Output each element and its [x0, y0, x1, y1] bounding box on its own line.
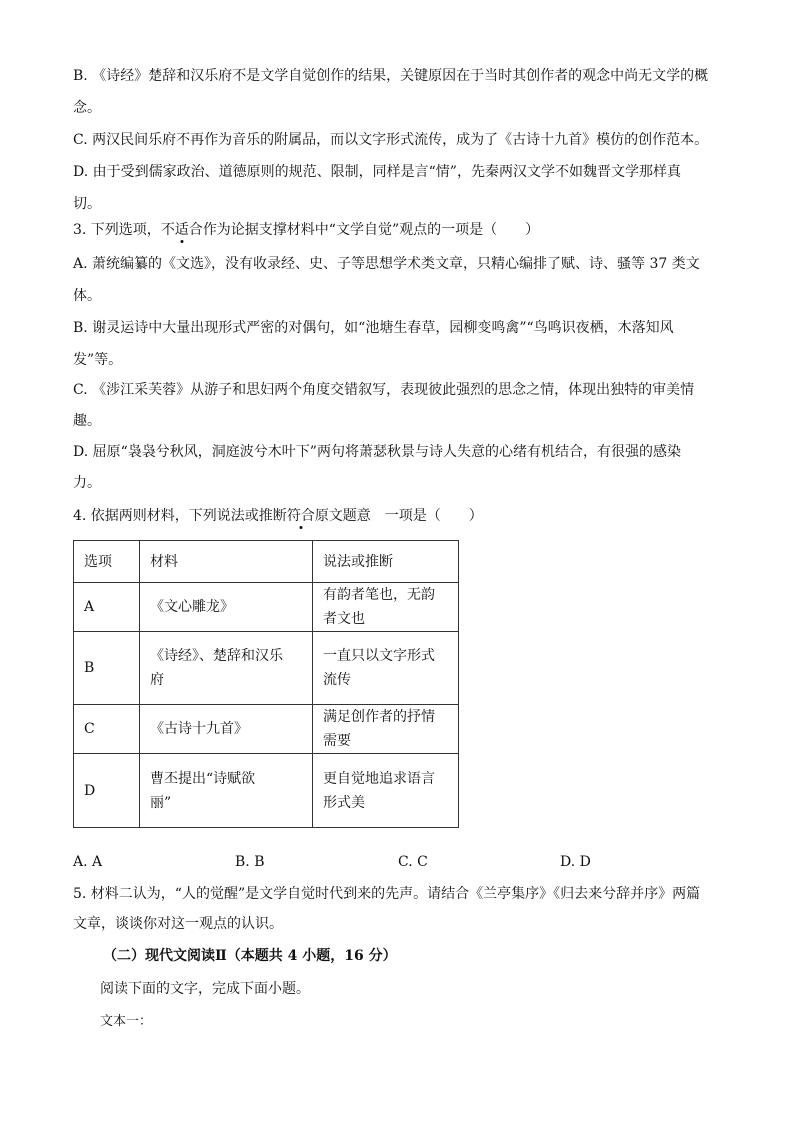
text-one-label: 文本一：	[100, 1014, 153, 1029]
q3-option-b-line1: B. 谢灵运诗中大量出现形式严密的对偶句，如“池塘生春草，园柳变鸣禽”“鸟鸣识夜栖，木落知风	[73, 320, 674, 336]
q5-line1: 5. 材料二认为，“人的觉醒”是文学自觉时代到来的先声。请结合《兰亭集序》《归去来兮辞并序》两篇	[73, 886, 701, 902]
row-material-line: 府	[150, 672, 164, 688]
row-claim: 有韵者笔也，无韵者文也	[313, 583, 459, 632]
q5-line2: 文章，谈谈你对这一观点的认识。	[73, 916, 283, 932]
table-row	[74, 754, 459, 828]
table-row	[74, 583, 459, 632]
q3-option-b-line2: 发”等。	[73, 352, 123, 368]
q3-option-d-line1: D. 屈原“袅袅兮秋风，洞庭波兮木叶下”两句将萧瑟秋景与诗人失意的心绪有机结合，有很强的感染	[73, 444, 681, 460]
row-option: A	[74, 583, 140, 632]
header-option: 选项	[74, 541, 140, 583]
row-option: C	[74, 705, 140, 754]
q2-option-b-line2: 念。	[73, 100, 101, 116]
row-claim: 更自觉地追求语言形式美	[313, 754, 459, 828]
q3-stem-start: 3. 下列选项，	[73, 222, 161, 238]
table-row	[74, 705, 459, 754]
table-header-row	[74, 541, 459, 583]
header-material: 材料	[140, 541, 313, 583]
row-material-line: 曹丕提出“诗赋欲	[150, 770, 256, 787]
q3-option-a-line1: A. 萧统编纂的《文选》，没有收录经、史、子等思想学术类文章，只精心编排了赋、诗、骚等 37 类文	[73, 256, 700, 272]
q4-stem-end: 原文题意 一项是（ ）	[314, 508, 483, 524]
header-claim: 说法或推断	[313, 541, 459, 583]
q2-option-d-line2: 切。	[73, 196, 101, 212]
q4-stem-start: 4. 依据两则材料，下列说法或推断	[73, 508, 287, 524]
row-option: B	[74, 632, 140, 705]
section-title: （二）现代文阅读Ⅱ（本题共 4 小题，16 分）	[103, 948, 397, 964]
row-claim: 满足创作者的抒情需要	[313, 705, 459, 754]
q3-option-c-line2: 趣。	[73, 413, 101, 429]
row-material-line: 丽”	[150, 794, 172, 811]
row-option: D	[74, 754, 140, 828]
q4-emphasis: 符合	[286, 508, 315, 524]
q3-option-c-line1: C. 《涉江采芙蓉》从游子和思妇两个角度交错叙写，表现彼此强烈的思念之情，体现出独特的审美情	[73, 382, 695, 398]
q3-stem-end: 作为论据支撑材料中“文学自觉”观点的一项是（ ）	[202, 222, 540, 238]
row-material: 《文心雕龙》	[140, 583, 313, 632]
row-material: 《古诗十九首》	[140, 705, 313, 754]
q4-table	[73, 540, 459, 828]
q3-stem	[73, 221, 539, 239]
q4-choice-c: C. C	[398, 854, 428, 870]
table-row	[74, 632, 459, 705]
q2-option-b-line1: B. 《诗经》楚辞和汉乐府不是文学自觉创作的结果，关键原因在于当时其创作者的观念中尚无文学的概	[73, 68, 709, 84]
row-material	[140, 632, 313, 705]
q2-option-d-line1: D. 由于受到儒家政治、道德原则的规范、限制，同样是言“情”，先秦两汉文学不如魏晋文学那样真	[73, 164, 681, 180]
q4-choice-b: B. B	[235, 854, 265, 870]
q3-emphasis: 不适合	[160, 222, 203, 238]
q4-choice-d: D. D	[560, 854, 591, 870]
q4-choice-a: A. A	[73, 854, 103, 870]
row-claim: 一直只以文字形式流传	[313, 632, 459, 705]
q4-stem	[73, 507, 483, 525]
q3-option-d-line2: 力。	[73, 475, 101, 491]
row-material-line: 《诗经》、楚辞和汉乐	[150, 648, 283, 664]
row-material	[140, 754, 313, 828]
q2-option-c: C. 两汉民间乐府不再作为音乐的附属品，而以文字形式流传，成为了《古诗十九首》模仿的创作范本。	[73, 132, 709, 148]
section-instruction: 阅读下面的文字，完成下面小题。	[100, 981, 310, 997]
q3-option-a-line2: 体。	[73, 288, 101, 304]
